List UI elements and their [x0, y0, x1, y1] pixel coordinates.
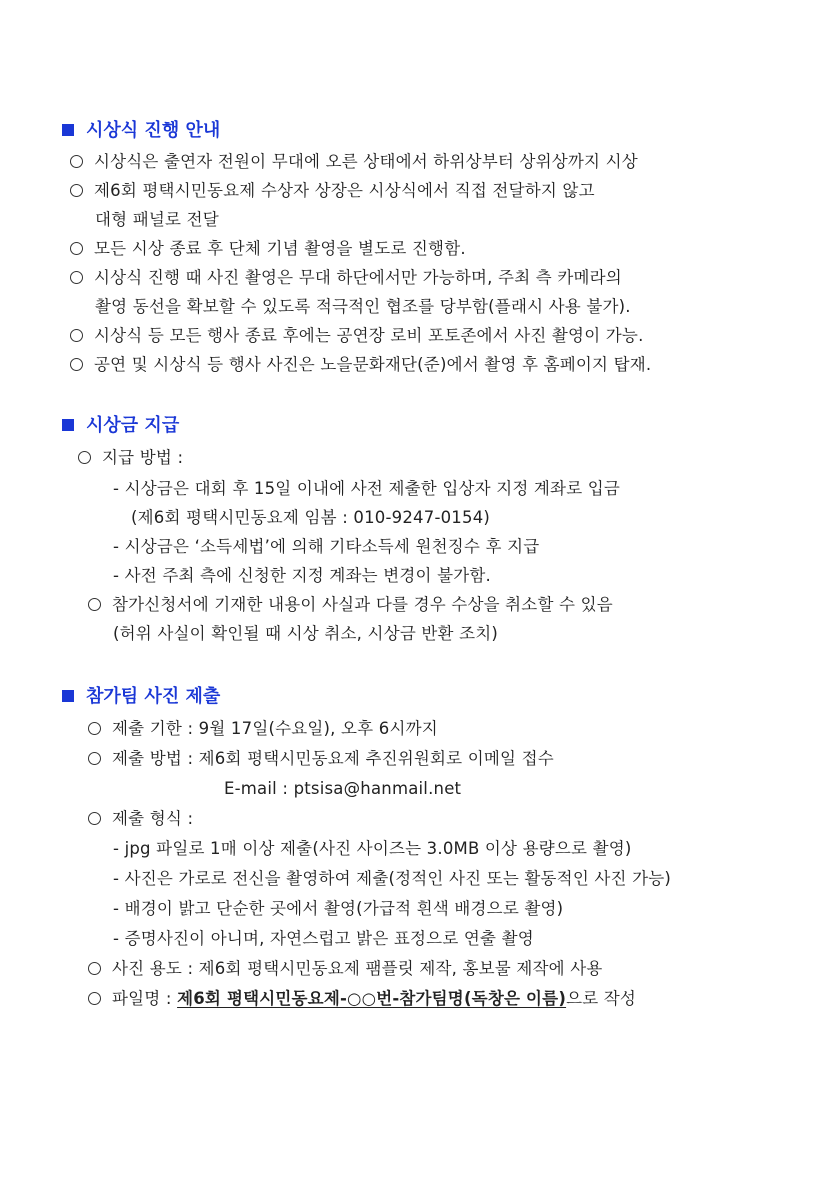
list-item: 사진 용도 : 제6회 평택시민동요제 팸플릿 제작, 홍보물 제작에 사용: [88, 958, 603, 980]
hollow-circle-icon: [70, 329, 83, 342]
list-item: - jpg 파일로 1매 이상 제출(사진 사이즈는 3.0MB 이상 용량으로 촬영): [113, 839, 632, 858]
list-item: 시상식 진행 때 사진 촬영은 무대 하단에서만 가능하며, 주최 측 카메라의: [70, 267, 622, 289]
list-item: 제출 방법 : 제6회 평택시민동요제 추진위원회로 이메일 접수: [88, 748, 554, 770]
list-item-continuation: (제6회 평택시민동요제 임봄 : 010-9247-0154): [131, 508, 491, 527]
list-item: 모든 시상 종료 후 단체 기념 촬영을 별도로 진행함.: [70, 238, 466, 260]
hollow-circle-icon: [70, 184, 83, 197]
list-item: - 사전 주최 측에 신청한 지정 계좌는 변경이 불가함.: [113, 566, 491, 585]
list-item: 시상식은 출연자 전원이 무대에 오른 상태에서 하위상부터 상위상까지 시상: [70, 151, 638, 173]
list-item: - 사진은 가로로 전신을 촬영하여 제출(정적인 사진 또는 활동적인 사진 가능): [113, 869, 672, 888]
list-item: 제6회 평택시민동요제 수상자 상장은 시상식에서 직접 전달하지 않고: [70, 180, 595, 202]
list-item: - 증명사진이 아니며, 자연스럽고 밝은 표정으로 연출 촬영: [113, 929, 534, 948]
section-heading-award-ceremony: 시상식 진행 안내: [62, 119, 220, 143]
list-item: 참가신청서에 기재한 내용이 사실과 다를 경우 수상을 취소할 수 있음: [88, 594, 613, 616]
blue-square-icon: [62, 690, 74, 702]
list-item: 공연 및 시상식 등 행사 사진은 노을문화재단(준)에서 촬영 후 홈페이지 탑재.: [70, 354, 651, 376]
list-item-continuation: 대형 패널로 전달: [95, 210, 219, 229]
hollow-circle-icon: [78, 451, 91, 464]
hollow-circle-icon: [88, 752, 101, 765]
blue-square-icon: [62, 419, 74, 431]
hollow-circle-icon: [70, 242, 83, 255]
filename-pattern: 제6회 평택시민동요제-○○번-참가팀명(독창은 이름): [177, 989, 567, 1008]
list-item-continuation: 촬영 동선을 확보할 수 있도록 적극적인 협조를 당부함(플래시 사용 불가).: [95, 297, 631, 316]
hollow-circle-icon: [88, 992, 101, 1005]
email-line: E-mail : ptsisa@hanmail.net: [224, 779, 462, 798]
payment-method-label: 지급 방법 :: [78, 447, 183, 469]
hollow-circle-icon: [70, 271, 83, 284]
hollow-circle-icon: [88, 812, 101, 825]
list-item-filename: 파일명 : 제6회 평택시민동요제-○○번-참가팀명(독창은 이름)으로 작성: [88, 988, 636, 1010]
hollow-circle-icon: [88, 722, 101, 735]
hollow-circle-icon: [70, 358, 83, 371]
hollow-circle-icon: [88, 962, 101, 975]
hollow-circle-icon: [70, 155, 83, 168]
list-item: - 시상금은 ‘소득세법’에 의해 기타소득세 원천징수 후 지급: [113, 537, 540, 556]
list-item: 제출 기한 : 9월 17일(수요일), 오후 6시까지: [88, 718, 438, 740]
hollow-circle-icon: [88, 598, 101, 611]
list-item: - 배경이 밝고 단순한 곳에서 촬영(가급적 흰색 배경으로 촬영): [113, 899, 564, 918]
list-item-continuation: (허위 사실이 확인될 때 시상 취소, 시상금 반환 조치): [113, 624, 499, 643]
section-heading-team-photo: 참가팀 사진 제출: [62, 685, 220, 709]
list-item: 시상식 등 모든 행사 종료 후에는 공연장 로비 포토존에서 사진 촬영이 가능.: [70, 325, 644, 347]
format-label: 제출 형식 :: [88, 808, 193, 830]
list-item: - 시상금은 대회 후 15일 이내에 사전 제출한 입상자 지정 계좌로 입금: [113, 479, 621, 498]
section-heading-prize-payment: 시상금 지급: [62, 414, 179, 438]
blue-square-icon: [62, 124, 74, 136]
